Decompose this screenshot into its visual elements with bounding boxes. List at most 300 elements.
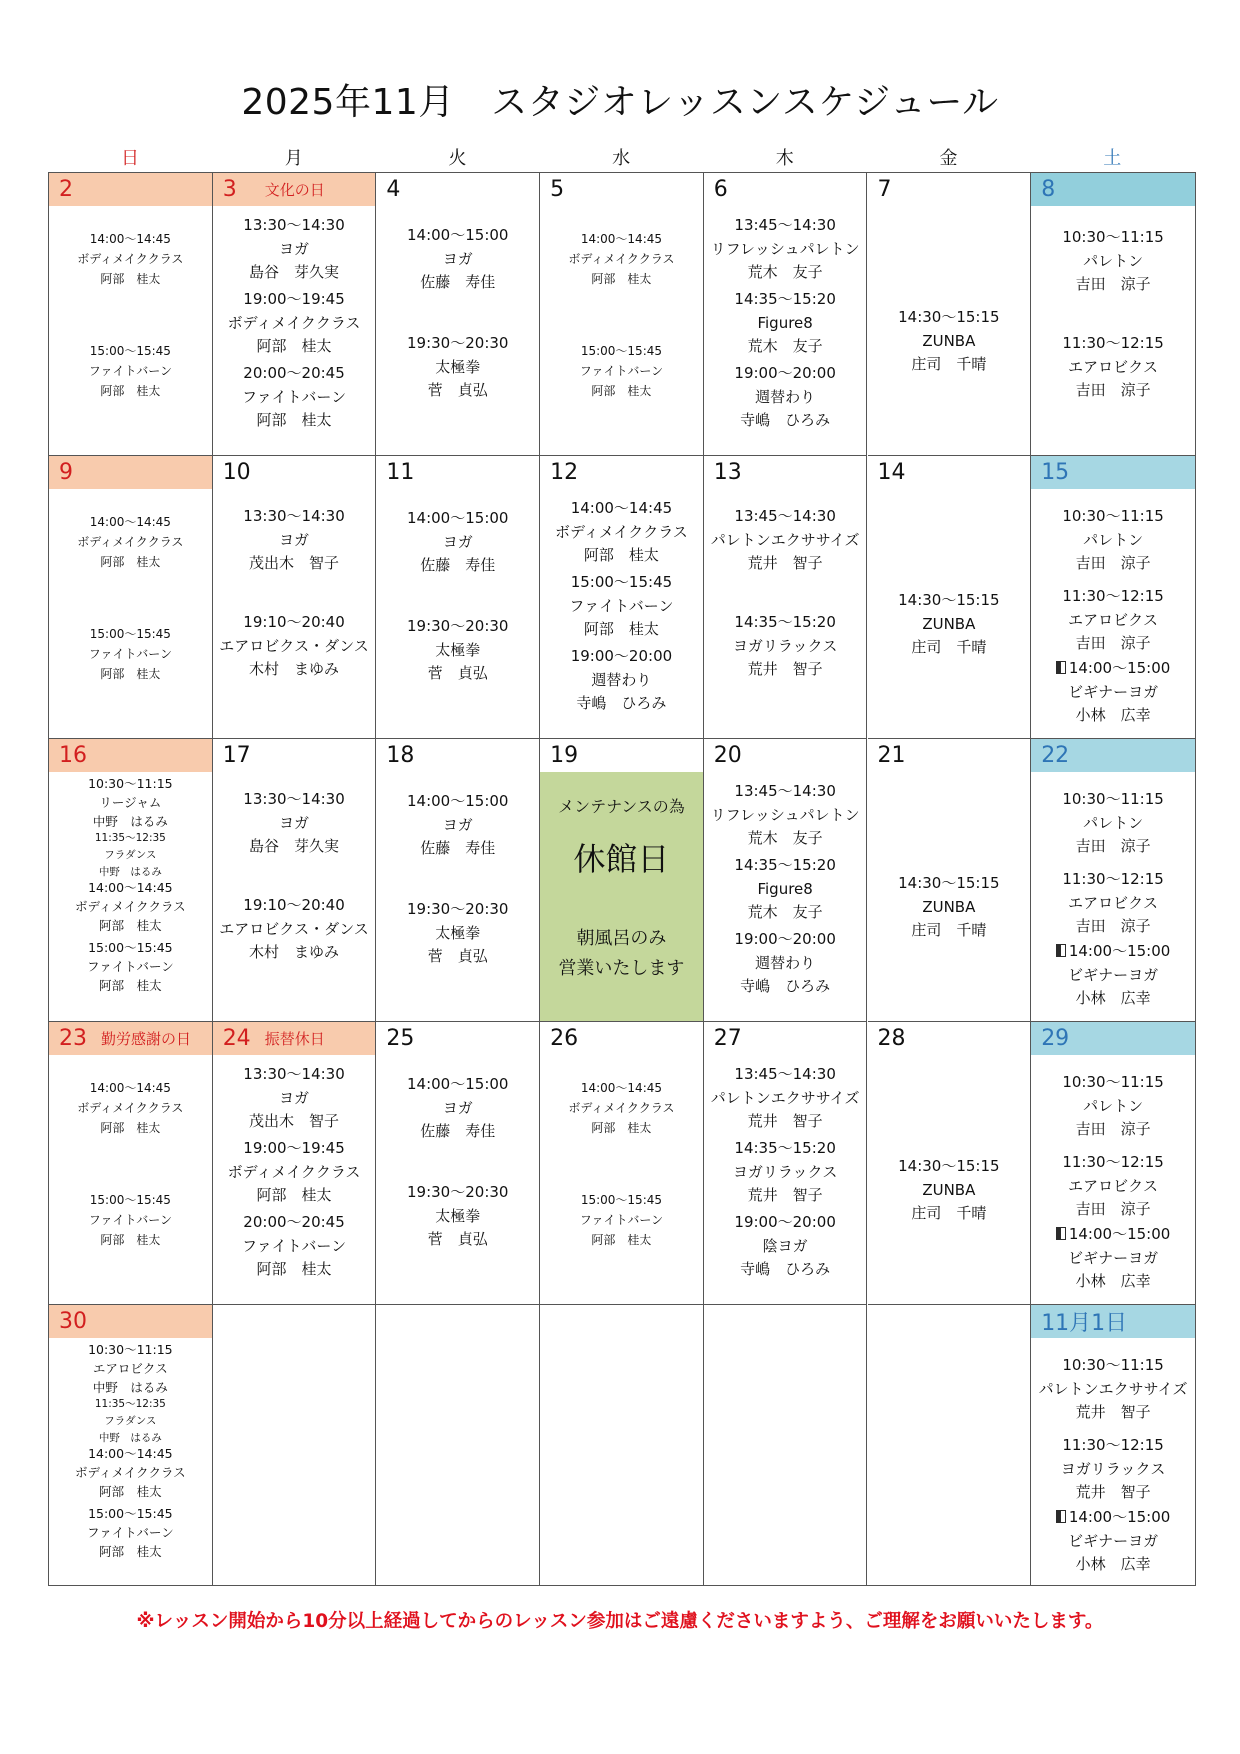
lesson-time: 13:30～14:30: [243, 507, 345, 525]
lesson-entry: [376, 615, 539, 686]
lesson-instructor: 佐藤 寿佳: [420, 556, 496, 574]
lesson-name: ヨガ: [279, 530, 310, 549]
lesson-instructor: 荒井 智子: [1075, 1483, 1151, 1501]
lesson-time: 19:10～20:40: [243, 613, 345, 631]
lesson-name: ヨガ: [442, 532, 473, 551]
day-number: 18: [386, 743, 415, 768]
lesson-name: ボディメイククラス: [77, 252, 184, 266]
lesson-time: 14:00～14:45: [580, 1081, 663, 1095]
calendar-day-cell: [49, 1022, 213, 1305]
lesson-instructor: 阿部 桂太: [256, 1260, 332, 1278]
lesson-instructor: 阿部 桂太: [100, 555, 161, 569]
calendar-day-cell: [540, 739, 704, 1022]
calendar-day-cell: [376, 739, 540, 1022]
day-number: 17: [222, 743, 251, 768]
closed-note-line: 営業いたします: [558, 958, 685, 979]
lesson-entry: [704, 928, 867, 999]
lesson-instructor: 阿部 桂太: [256, 411, 332, 429]
calendar-day-cell: [376, 1305, 540, 1585]
lesson-instructor: 吉田 涼子: [1075, 381, 1151, 399]
late-entry-notice: ※レッスン開始から10分以上経過してからのレッスン参加はご遠慮くださいますよう、ご理解をお願いいたします。: [136, 1611, 1104, 1632]
lesson-instructor: 阿部 桂太: [583, 546, 659, 564]
lesson-time: 11:35～12:35: [94, 1398, 166, 1410]
lesson-instructor: 佐藤 寿佳: [420, 273, 496, 291]
lesson-instructor: 寺嶋 ひろみ: [576, 694, 667, 712]
lesson-instructor: 阿部 桂太: [100, 384, 161, 398]
day-number: 11月1日: [1041, 1311, 1128, 1336]
weekday-label: 日: [121, 148, 139, 169]
calendar-day-cell: [213, 173, 377, 456]
lesson-entry: [213, 1137, 376, 1208]
lesson-entry: [704, 505, 867, 576]
weekday-label: 月: [284, 148, 303, 169]
lesson-name: ファイトバーン: [241, 1236, 347, 1255]
lesson-entry: [1031, 1354, 1195, 1425]
calendar-day-cell: [540, 1305, 704, 1585]
lesson-entry: [540, 497, 703, 568]
lesson-instructor: 荒木 友子: [747, 337, 823, 355]
lesson-instructor: 荒井 智子: [747, 660, 823, 678]
lesson-name: ヨガリラックス: [1060, 1459, 1166, 1478]
lesson-instructor: 小林 広幸: [1075, 706, 1151, 724]
lesson-name: ファイトバーン: [579, 364, 664, 378]
day-header: [540, 173, 703, 206]
lesson-time: 14:00～14:45: [88, 880, 173, 895]
lesson-entry: [213, 611, 376, 682]
lesson-entry: [704, 214, 867, 285]
weekday-label: 金: [939, 148, 958, 169]
lesson-instructor: 荒井 智子: [1075, 1403, 1151, 1421]
lesson-name: パレトン: [1083, 530, 1144, 549]
lesson-time: 19:00～20:00: [734, 930, 836, 948]
lesson-entry: [1031, 1434, 1195, 1505]
lesson-entry: [49, 1190, 212, 1250]
lesson-time: 10:30～11:15: [1062, 1356, 1164, 1374]
day-number: 11: [386, 460, 415, 485]
day-header: [868, 739, 1031, 772]
lesson-name: 週替わり: [755, 953, 816, 972]
lesson-name: 週替わり: [755, 387, 816, 406]
lesson-name: フラダンス: [104, 1415, 157, 1427]
lesson-time: 13:45～14:30: [734, 216, 836, 234]
lesson-time: 11:30～12:15: [1062, 1436, 1164, 1454]
lesson-name: ファイトバーン: [88, 647, 172, 661]
lesson-time: 14:35～15:20: [734, 290, 836, 308]
lesson-time: 15:00～15:45: [580, 1193, 663, 1207]
holiday-name: 勤労感謝の日: [101, 1030, 192, 1048]
calendar-day-cell: [213, 739, 377, 1022]
lesson-entry: [49, 1444, 212, 1501]
lesson-name: ビギナーヨガ: [1068, 682, 1159, 701]
lesson-entry: [49, 1340, 212, 1397]
calendar-day-cell: [704, 1305, 868, 1585]
lesson-time: 10:30～11:15: [88, 776, 173, 791]
lesson-name: ファイトバーン: [88, 364, 172, 378]
lesson-time-text: 14:00～15:00: [1068, 1508, 1171, 1526]
lesson-instructor: 吉田 涼子: [1075, 1120, 1151, 1138]
day-number: 6: [713, 177, 728, 202]
beginner-mark-icon: [1056, 944, 1066, 957]
day-header: [704, 456, 867, 489]
day-header: [704, 1022, 867, 1055]
lesson-instructor: 阿部 桂太: [583, 620, 659, 638]
weekday-label: 火: [448, 148, 467, 169]
lesson-time: 14:35～15:20: [734, 613, 836, 631]
day-header: [376, 1305, 539, 1338]
lesson-time: 19:00～20:00: [734, 1213, 836, 1231]
day-number: 10: [222, 460, 251, 485]
lesson-name: ヨガリラックス: [732, 1162, 838, 1181]
lesson-name: ヨガリラックス: [732, 636, 838, 655]
day-header: [704, 173, 867, 206]
lesson-entry: [1031, 1223, 1195, 1294]
lesson-instructor: 寺嶋 ひろみ: [740, 411, 831, 429]
calendar-day-cell: [868, 456, 1032, 739]
lesson-entry: [213, 894, 376, 965]
day-header: [1031, 456, 1195, 489]
lesson-instructor: 阿部 桂太: [256, 1186, 332, 1204]
lesson-entry: [376, 224, 539, 295]
lesson-time: 15:00～15:45: [570, 573, 673, 591]
day-number: 8: [1041, 177, 1056, 202]
lesson-entry: [1031, 1071, 1195, 1142]
lesson-time: 10:30～11:15: [1062, 228, 1164, 246]
lesson-name: ボディメイククラス: [75, 1465, 186, 1480]
lesson-instructor: 菅 貞弘: [427, 1230, 488, 1248]
lesson-time: 14:00～15:00: [407, 1075, 509, 1093]
day-header: [49, 1305, 212, 1338]
lesson-instructor: 阿部 桂太: [99, 1484, 162, 1499]
lesson-time: 19:30～20:30: [407, 1183, 509, 1201]
lesson-entry: [1031, 585, 1195, 656]
lesson-instructor: 中野 はるみ: [98, 866, 162, 878]
lesson-time: 19:10～20:40: [243, 896, 345, 914]
lesson-entry: [213, 1211, 376, 1282]
lesson-time: 11:30～12:15: [1062, 1153, 1164, 1171]
day-number: 4: [386, 177, 401, 202]
lesson-name: パレトンエクササイズ: [1038, 1379, 1188, 1398]
lesson-instructor: 中野 はるみ: [92, 1380, 168, 1395]
calendar-day-cell: [376, 173, 540, 456]
lesson-time: 15:00～15:45: [89, 1193, 171, 1207]
day-number: 30: [59, 1309, 87, 1334]
calendar-day-cell: [704, 173, 868, 456]
lesson-time: 14:35～15:20: [734, 856, 836, 874]
calendar-day-cell: [540, 173, 704, 456]
lesson-name: エアロビクス: [92, 1361, 168, 1376]
lesson-time: 14:00～15:00: [407, 792, 509, 810]
lesson-entry: [704, 854, 867, 925]
lesson-time: 14:00～14:45: [88, 1446, 173, 1461]
day-header: [213, 1022, 376, 1055]
calendar-day-cell: [868, 1022, 1032, 1305]
day-header: [1031, 1022, 1195, 1055]
weekday-header-row: [48, 144, 1196, 170]
calendar-day-cell: [1031, 456, 1195, 739]
day-number: 20: [713, 743, 742, 768]
lesson-entry: [213, 214, 376, 285]
lesson-entry: [704, 780, 867, 851]
lesson-name: ファイトバーン: [569, 596, 674, 615]
lesson-name: パレトン: [1083, 251, 1144, 270]
lesson-instructor: 阿部 桂太: [591, 384, 652, 398]
day-header: [868, 1022, 1031, 1055]
lesson-entry: [213, 788, 376, 859]
lesson-name: ヨガ: [442, 249, 473, 268]
lesson-time: 13:45～14:30: [734, 1065, 836, 1083]
lesson-instructor: 島谷 芽久実: [249, 263, 340, 281]
day-header: [540, 1305, 703, 1338]
lesson-entry: [704, 362, 867, 433]
day-number: 22: [1041, 743, 1070, 768]
lesson-instructor: 菅 貞弘: [427, 381, 488, 399]
lesson-entry: [704, 1211, 867, 1282]
lesson-instructor: 小林 広幸: [1075, 989, 1151, 1007]
lesson-time: 11:30～12:15: [1062, 587, 1164, 605]
holiday-name: 振替休日: [264, 1030, 325, 1048]
lesson-time: 14:30～15:15: [898, 1157, 1000, 1175]
holiday-name: 文化の日: [264, 181, 325, 199]
lesson-instructor: 庄司 千晴: [911, 921, 987, 939]
lesson-entry: [540, 1190, 703, 1250]
calendar-day-cell: [376, 1022, 540, 1305]
lesson-time: 19:00～20:00: [734, 364, 836, 382]
lesson-name: ZUNBA: [922, 331, 976, 350]
lesson-entry: [704, 1137, 867, 1208]
day-number: 2: [59, 177, 73, 202]
lesson-instructor: 庄司 千晴: [911, 638, 987, 656]
day-number: 15: [1041, 460, 1070, 485]
lesson-time-text: 14:00～15:00: [1068, 659, 1171, 677]
calendar-day-cell: [1031, 173, 1195, 456]
day-header: [868, 173, 1031, 206]
lesson-entry: [704, 288, 867, 359]
calendar-day-cell: [376, 456, 540, 739]
lesson-instructor: 吉田 涼子: [1075, 837, 1151, 855]
lesson-instructor: 寺嶋 ひろみ: [740, 977, 831, 995]
lesson-time: 10:30～11:15: [1062, 790, 1164, 808]
day-number: 5: [550, 177, 565, 202]
lesson-time: 19:00～19:45: [243, 290, 345, 308]
lesson-entry: [213, 362, 376, 433]
lesson-name: エアロビクス: [1068, 610, 1159, 629]
lesson-time: 19:30～20:30: [407, 617, 509, 635]
lesson-time: 14:00～15:00: [407, 509, 509, 527]
day-number: 23: [59, 1026, 87, 1051]
lesson-name: ボディメイククラス: [75, 899, 186, 914]
lesson-instructor: 吉田 涼子: [1075, 275, 1151, 293]
lesson-entry: [376, 898, 539, 969]
lesson-time: 14:00～14:45: [89, 515, 171, 529]
lesson-name: ZUNBA: [922, 1180, 976, 1199]
lesson-name: ボディメイククラス: [227, 1162, 361, 1181]
lesson-time: 14:35～15:20: [734, 1139, 836, 1157]
lesson-entry: [376, 1181, 539, 1252]
lesson-time: 15:00～15:45: [88, 1506, 173, 1521]
lesson-time: 14:30～15:15: [898, 874, 1000, 892]
lesson-entry: [1031, 940, 1195, 1011]
lesson-instructor: 荒木 友子: [747, 903, 823, 921]
lesson-time: 20:00～20:45: [243, 364, 345, 382]
lesson-name: ビギナーヨガ: [1068, 965, 1159, 984]
lesson-time: 20:00～20:45: [243, 1213, 345, 1231]
lesson-entry: [1031, 657, 1195, 728]
lesson-entry: [1031, 868, 1195, 939]
lesson-name: エアロビクス: [1068, 1176, 1159, 1195]
lesson-instructor: 吉田 涼子: [1075, 1200, 1151, 1218]
day-number: 21: [877, 743, 906, 768]
lesson-name: ファイトバーン: [241, 387, 347, 406]
lesson-time-text: 14:00～15:00: [1068, 942, 1171, 960]
closed-label: 休館日: [573, 840, 670, 878]
lesson-name: ZUNBA: [922, 897, 976, 916]
lesson-time: 15:00～15:45: [88, 940, 173, 955]
calendar-day-cell: [704, 739, 868, 1022]
lesson-name: リフレッシュパレトン: [710, 805, 860, 824]
day-header: [376, 456, 539, 489]
lesson-instructor: 荒井 智子: [747, 1186, 823, 1204]
lesson-instructor: 小林 広幸: [1075, 1272, 1151, 1290]
day-header: [213, 173, 376, 206]
lesson-entry: [540, 229, 703, 289]
lesson-entry: [1031, 1506, 1195, 1577]
lesson-instructor: 佐藤 寿佳: [420, 839, 496, 857]
weekday-label: 木: [775, 148, 794, 169]
lesson-entry: [213, 1063, 376, 1134]
lesson-instructor: 菅 貞弘: [427, 947, 488, 965]
lesson-entry: [49, 1396, 212, 1447]
day-header: [540, 739, 703, 772]
lesson-instructor: 荒井 智子: [747, 554, 823, 572]
lesson-entry: [540, 571, 703, 642]
lesson-name: Figure8: [757, 313, 813, 332]
day-header: [213, 739, 376, 772]
lesson-name: ファイトバーン: [579, 1213, 664, 1227]
lesson-name: ボディメイククラス: [77, 1101, 184, 1115]
day-number: 26: [550, 1026, 579, 1051]
day-number: 29: [1041, 1026, 1070, 1051]
weekday-label: 水: [612, 148, 631, 169]
lesson-time: 14:00～14:45: [89, 1081, 171, 1095]
lesson-entry: [868, 872, 1031, 943]
lesson-instructor: 荒井 智子: [747, 1112, 823, 1130]
lesson-entry: [213, 505, 376, 576]
lesson-instructor: 庄司 千晴: [911, 1204, 987, 1222]
lesson-time: 14:00～14:45: [89, 232, 171, 246]
lesson-name: Figure8: [757, 879, 813, 898]
closed-note: [540, 924, 703, 984]
lesson-name: パレトンエクササイズ: [710, 530, 860, 549]
lesson-time: 15:00～15:45: [89, 627, 171, 641]
lesson-instructor: 寺嶋 ひろみ: [740, 1260, 831, 1278]
lesson-name: ヨガ: [279, 1088, 310, 1107]
lesson-name: ファイトバーン: [88, 1213, 172, 1227]
lesson-entry: [49, 830, 212, 881]
lesson-name: エアロビクス・ダンス: [219, 919, 369, 938]
lesson-instructor: 佐藤 寿佳: [420, 1122, 496, 1140]
lesson-time: 19:30～20:30: [407, 334, 509, 352]
lesson-time: 14:00～14:45: [580, 232, 663, 246]
lesson-entry: [540, 645, 703, 716]
beginner-mark-icon: [1056, 1510, 1066, 1523]
lesson-instructor: 阿部 桂太: [99, 918, 162, 933]
lesson-entry: [1031, 788, 1195, 859]
calendar-day-cell: [868, 1305, 1032, 1585]
day-number: 9: [59, 460, 73, 485]
lesson-time: 14:00～14:45: [570, 499, 673, 517]
lesson-name: 太極拳: [435, 1206, 481, 1225]
lesson-entry: [868, 306, 1031, 377]
lesson-time-text: 14:00～15:00: [1068, 1225, 1171, 1243]
lesson-name: エアロビクス・ダンス: [219, 636, 369, 655]
lesson-entry: [49, 624, 212, 684]
lesson-time: 10:30～11:15: [1062, 1073, 1164, 1091]
closed-day-notice: [540, 772, 703, 1021]
lesson-time: 13:45～14:30: [734, 782, 836, 800]
lesson-name: フラダンス: [104, 849, 157, 861]
lesson-entry: [49, 512, 212, 572]
lesson-entry: [213, 288, 376, 359]
lesson-name: 週替わり: [591, 670, 652, 689]
day-number: 12: [550, 460, 579, 485]
day-header: [49, 739, 212, 772]
day-number: 27: [713, 1026, 742, 1051]
lesson-time: [1031, 1506, 1195, 1530]
calendar-day-cell: [1031, 1022, 1195, 1305]
lesson-time: 14:30～15:15: [898, 308, 1000, 326]
day-number: 7: [877, 177, 892, 202]
closed-reason: メンテナンスの為: [558, 797, 685, 816]
lesson-name: ファイトバーン: [86, 1525, 174, 1540]
lesson-instructor: 島谷 芽久実: [249, 837, 340, 855]
lesson-entry: [868, 589, 1031, 660]
calendar-grid: [48, 172, 1196, 1586]
lesson-entry: [1031, 226, 1195, 297]
lesson-entry: [704, 1063, 867, 1134]
lesson-entry: [49, 341, 212, 401]
day-number: 28: [877, 1026, 906, 1051]
lesson-entry: [49, 1078, 212, 1138]
calendar-day-cell: [49, 173, 213, 456]
lesson-time: 13:45～14:30: [734, 507, 836, 525]
calendar-day-cell: [704, 456, 868, 739]
lesson-instructor: 阿部 桂太: [100, 667, 161, 681]
lesson-instructor: 吉田 涼子: [1075, 917, 1151, 935]
lesson-name: パレトンエクササイズ: [710, 1088, 860, 1107]
day-header: [868, 1305, 1031, 1338]
lesson-name: ヨガ: [442, 815, 473, 834]
day-header: [1031, 1305, 1195, 1338]
calendar-day-cell: [213, 1305, 377, 1585]
lesson-name: パレトン: [1083, 813, 1144, 832]
day-number: 14: [877, 460, 906, 485]
lesson-instructor: 阿部 桂太: [100, 1233, 161, 1247]
calendar-day-cell: [540, 1022, 704, 1305]
lesson-instructor: 荒木 友子: [747, 829, 823, 847]
lesson-name: ボディメイククラス: [568, 1101, 675, 1115]
lesson-name: ZUNBA: [922, 614, 976, 633]
beginner-mark-icon: [1056, 661, 1066, 674]
lesson-entry: [49, 229, 212, 289]
calendar-day-cell: [49, 739, 213, 1022]
day-header: [704, 739, 867, 772]
lesson-name: 太極拳: [435, 923, 481, 942]
lesson-instructor: 阿部 桂太: [591, 272, 652, 286]
lesson-name: ボディメイククラス: [227, 313, 361, 332]
lesson-instructor: 阿部 桂太: [591, 1121, 652, 1135]
calendar-day-cell: [868, 173, 1032, 456]
lesson-name: ボディメイククラス: [555, 522, 688, 541]
